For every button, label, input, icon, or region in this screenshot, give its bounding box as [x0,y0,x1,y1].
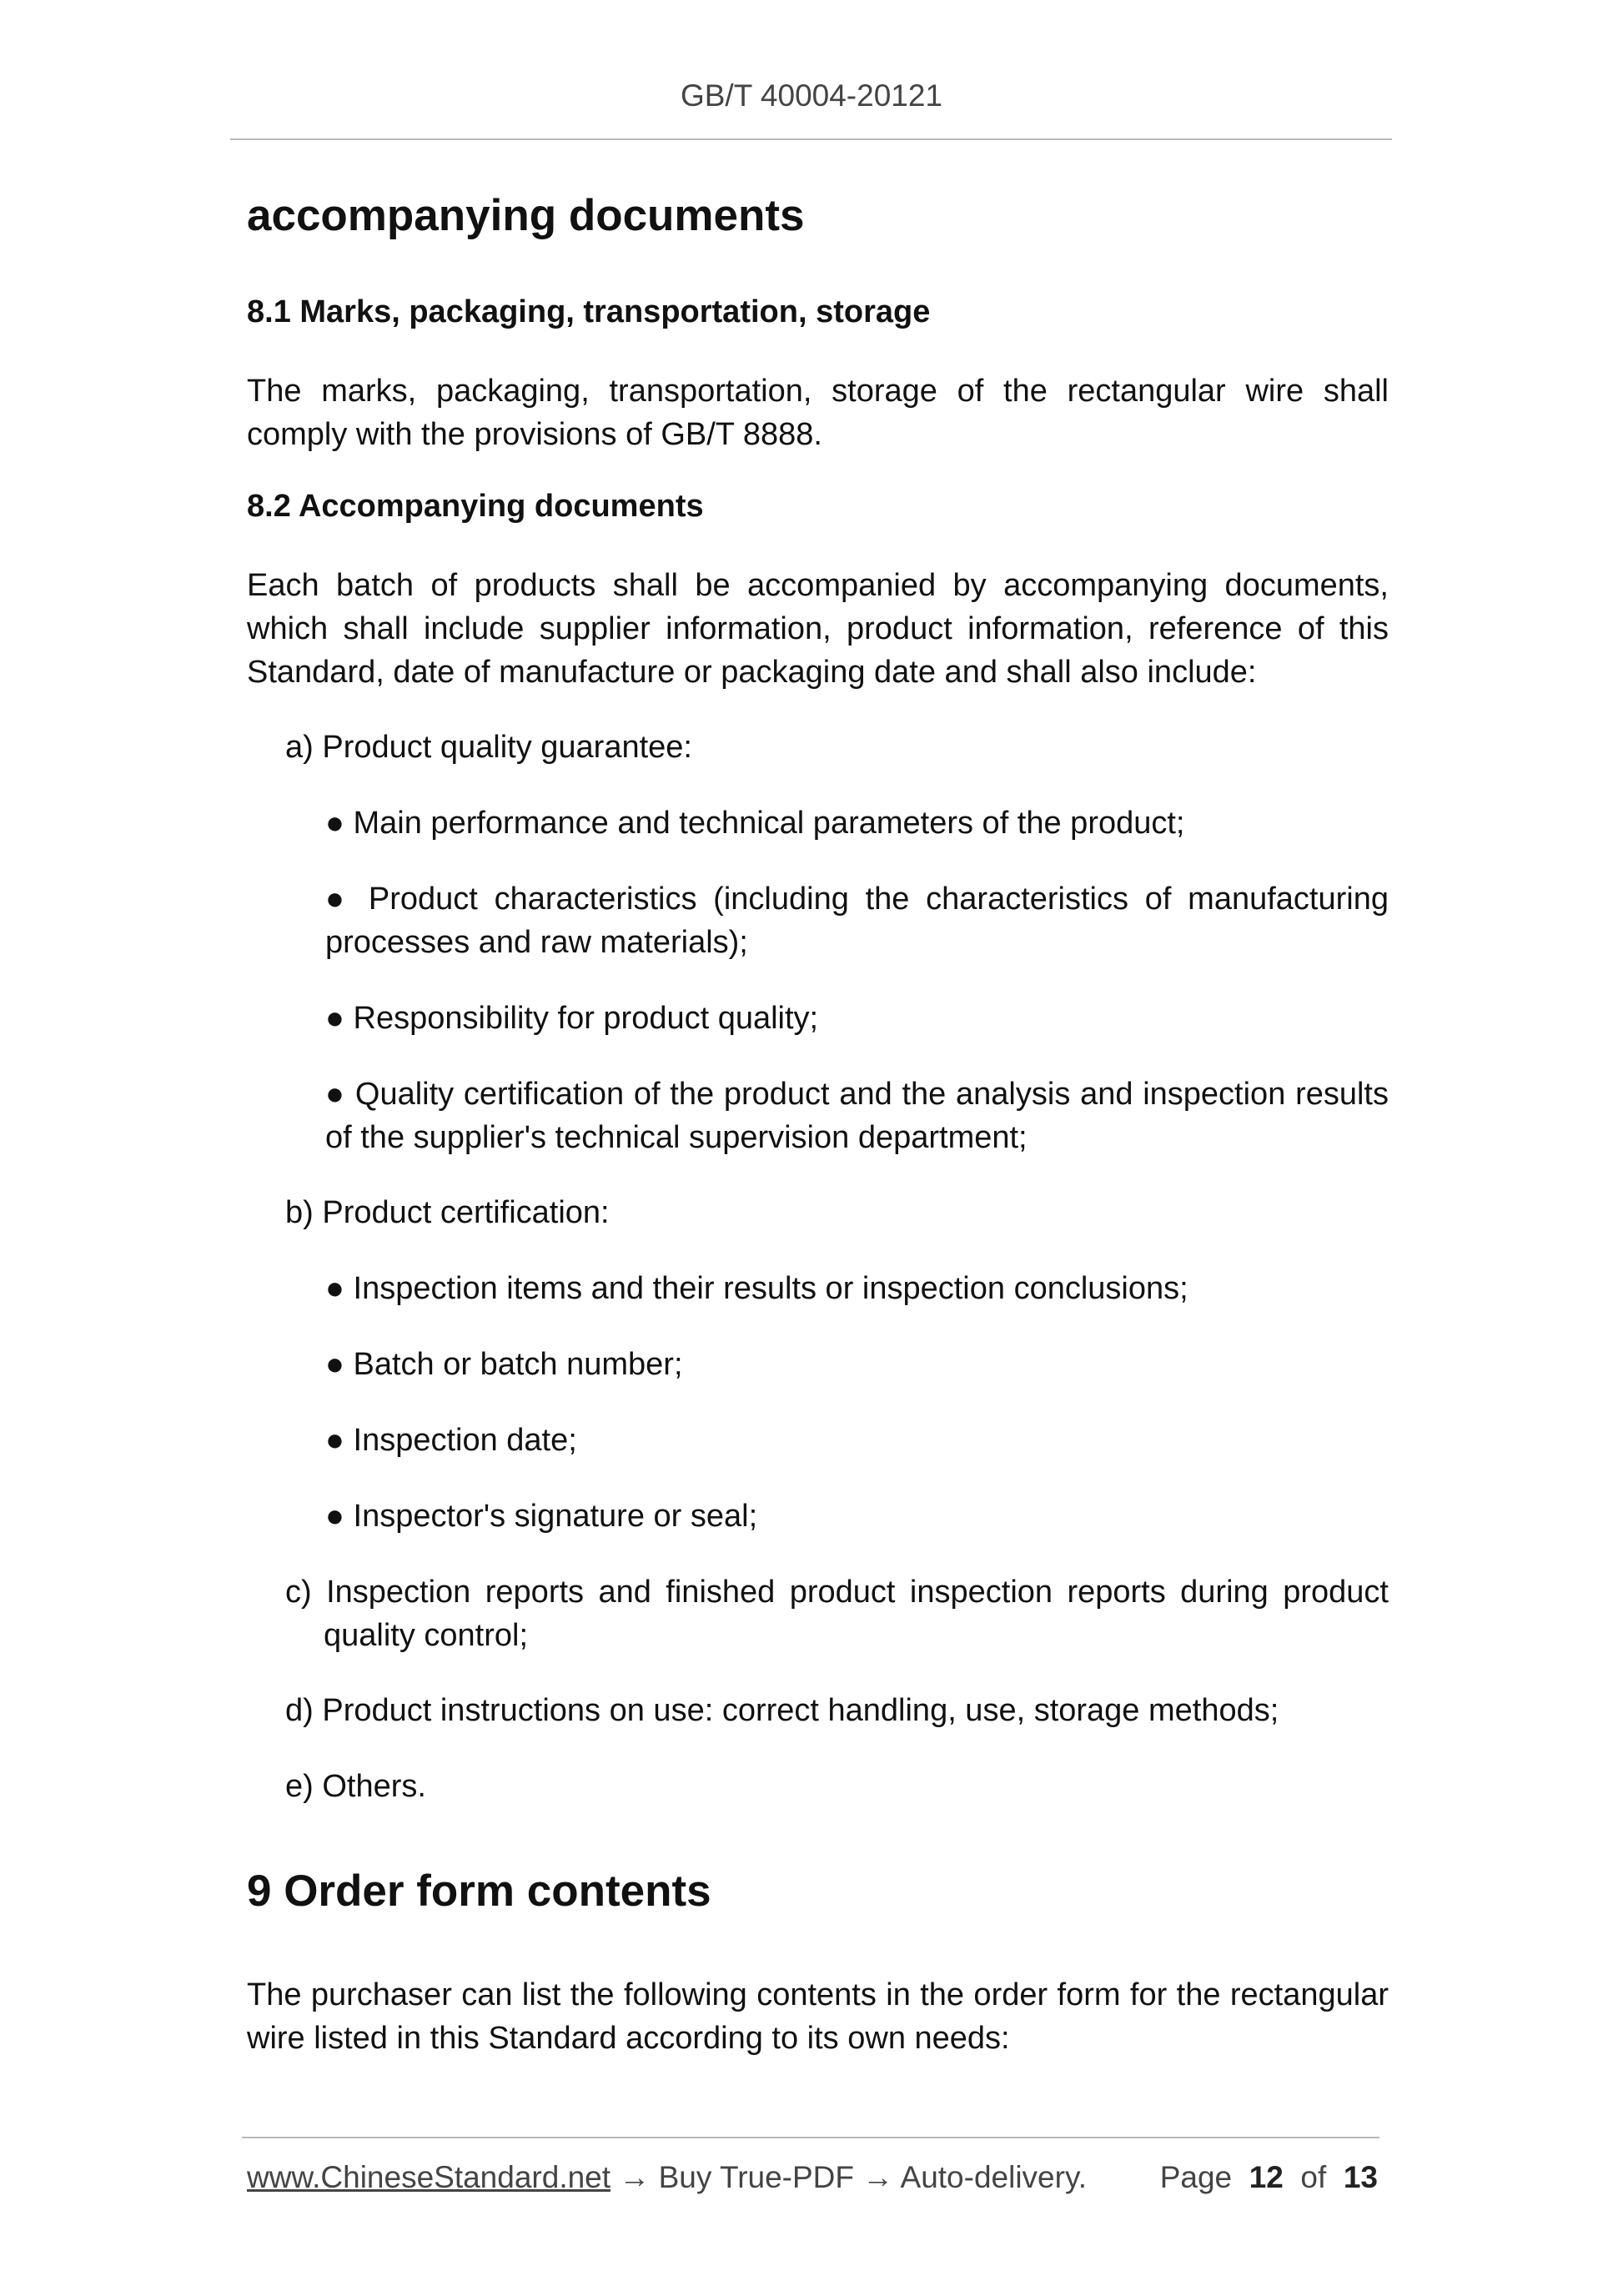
section-8-2-heading: 8.2 Accompanying documents [247,489,704,524]
list-item-d: d) Product instructions on use: correct handling, use, storage methods; [285,1693,1279,1728]
current-page-number: 12 [1249,2160,1284,2194]
section-8-1-body: The marks, packaging, transportation, storage of the rectangular wire shall comply with the provisions of GB/T 8888. [247,374,1389,452]
page-label: Page [1159,2160,1233,2194]
list-item-c: c) Inspection reports and finished product inspection reports during product quality control; [285,1575,1389,1653]
list-item-b: b) Product certification: [285,1195,610,1230]
list-item-e: e) Others. [285,1769,426,1804]
list-item-b-bullet-2: ● Batch or batch number; [325,1347,683,1382]
list-item-b-bullet-4: ● Inspector's signature or seal; [325,1499,758,1534]
list-item-a-bullet-4: ● Quality certification of the product and the analysis and inspection results of the supplier's technical supervision department; [325,1077,1389,1155]
list-item-b-bullet-3: ● Inspection date; [325,1423,577,1458]
list-item-b-bullet-1: ● Inspection items and their results or inspection conclusions; [325,1271,1188,1306]
of-label: of [1300,2160,1327,2194]
continued-section-heading: accompanying documents [247,191,805,240]
footer-divider [242,2137,1379,2138]
section-9-body: The purchaser can list the following contents in the order form for the rectangular wire listed in this Standard according to its own needs: [247,1977,1389,2056]
section-8-2-body: Each batch of products shall be accompanied by accompanying documents, which shall include supplier information, product information, reference of this Standard, date of manufacture or packaging date and shall also include: [247,568,1389,690]
list-item-a-bullet-1: ● Main performance and technical parameters of the product; [325,806,1185,841]
list-item-a: a) Product quality guarantee: [285,730,692,765]
list-item-a-bullet-3: ● Responsibility for product quality; [325,1001,819,1036]
footer-promo-text: → Buy True-PDF → Auto-delivery. [611,2160,1087,2194]
running-header-title: GB/T 40004-20121 [680,78,943,113]
chinesestandard-link[interactable]: www.ChineseStandard.net [247,2160,611,2194]
section-8-1-heading: 8.1 Marks, packaging, transportation, storage [247,294,931,329]
header-divider [230,138,1392,140]
list-item-a-bullet-2: ● Product characteristics (including the characteristics of manufacturing processes and raw materials); [325,882,1389,960]
page-footer [247,2160,1378,2195]
page-counter [1160,2160,1378,2195]
total-pages-number: 13 [1343,2160,1378,2194]
section-9-heading: 9 Order form contents [247,1866,711,1916]
